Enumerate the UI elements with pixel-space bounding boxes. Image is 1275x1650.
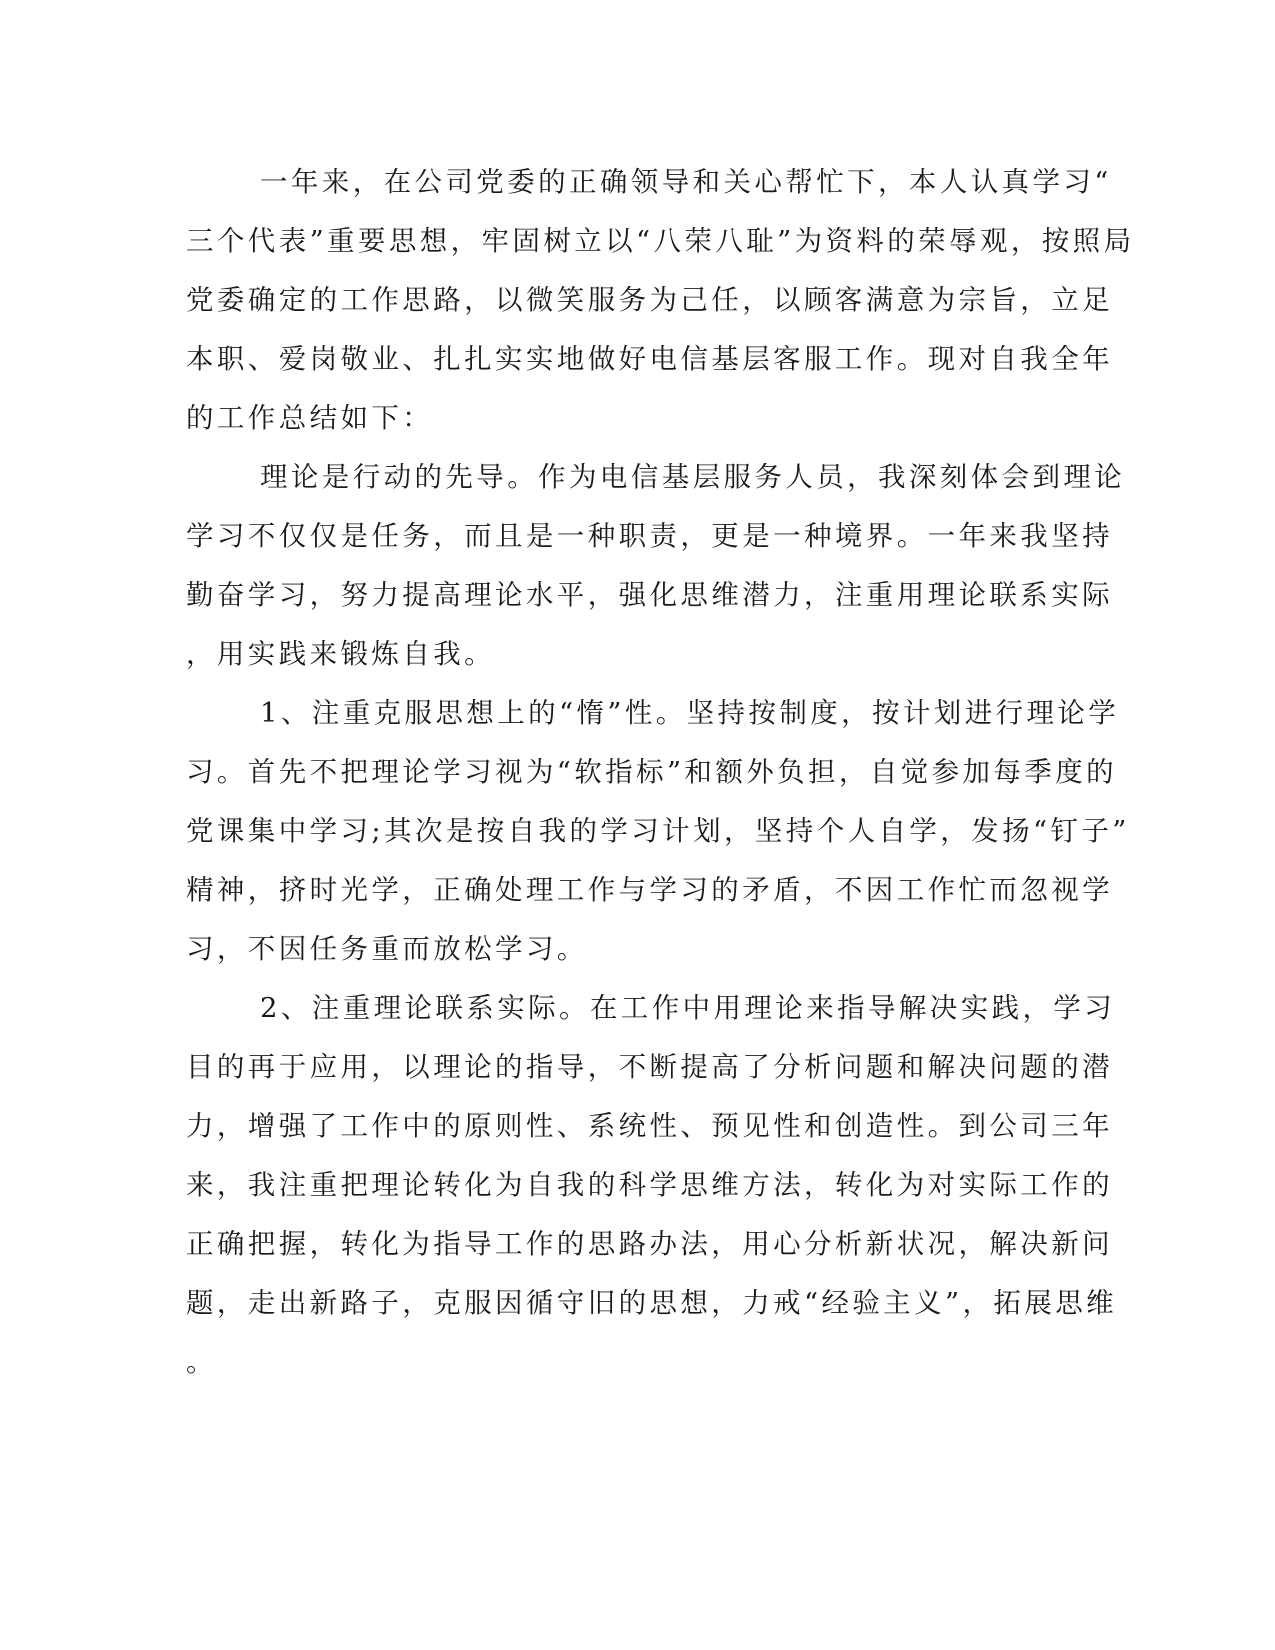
paragraph-3-line-1: 1、注重克服思想上的“惰”性。坚持按制度，按计划进行理论学 bbox=[260, 697, 1120, 729]
paragraph-2-line-1: 理论是行动的先导。作为电信基层服务人员，我深刻体会到理论 bbox=[260, 461, 1126, 493]
paragraph-4-line-5: 正确把握，转化为指导工作的思路办法，用心分析新状况，解决新问 bbox=[186, 1228, 1113, 1260]
paragraph-2-line-4: ，用实践来锻炼自我。 bbox=[186, 638, 495, 670]
paragraph-2-line-2: 学习不仅仅是任务，而且是一种职责，更是一种境界。一年来我坚持 bbox=[186, 520, 1113, 552]
paragraph-3-line-3: 党课集中学习;其次是按自我的学习计划，坚持个人自学，发扬“钉子” bbox=[186, 815, 1130, 847]
paragraph-4-line-2: 目的再于应用，以理论的指导，不断提高了分析问题和解决问题的潜 bbox=[186, 1051, 1113, 1083]
paragraph-1-line-3: 党委确定的工作思路，以微笑服务为己任，以顾客满意为宗旨，立足 bbox=[186, 284, 1113, 316]
paragraph-4-line-4: 来，我注重把理论转化为自我的科学思维方法，转化为对实际工作的 bbox=[186, 1169, 1113, 1201]
paragraph-1-line-4: 本职、爱岗敬业、扎扎实实地做好电信基层客服工作。现对自我全年 bbox=[186, 343, 1113, 375]
paragraph-1-line-2: 三个代表”重要思想，牢固树立以“八荣八耻”为资料的荣辱观，按照局 bbox=[186, 225, 1135, 257]
paragraph-1-line-1: 一年来，在公司党委的正确领导和关心帮忙下，本人认真学习“ bbox=[260, 166, 1112, 198]
paragraph-3-line-2: 习。首先不把理论学习视为“软指标”和额外负担，自觉参加每季度的 bbox=[186, 756, 1118, 788]
paragraph-4-line-7: 。 bbox=[186, 1346, 217, 1378]
paragraph-4-line-3: 力，增强了工作中的原则性、系统性、预见性和创造性。到公司三年 bbox=[186, 1110, 1113, 1142]
paragraph-3-line-4: 精神，挤时光学，正确处理工作与学习的矛盾，不因工作忙而忽视学 bbox=[186, 874, 1113, 906]
paragraph-2-line-3: 勤奋学习，努力提高理论水平，强化思维潜力，注重用理论联系实际 bbox=[186, 579, 1113, 611]
paragraph-4-line-1: 2、注重理论联系实际。在工作中用理论来指导解决实践，学习 bbox=[260, 992, 1116, 1024]
paragraph-4-line-6: 题，走出新路子，克服因循守旧的思想，力戒“经验主义”，拓展思维 bbox=[186, 1287, 1118, 1319]
paragraph-3-line-5: 习，不因任务重而放松学习。 bbox=[186, 933, 588, 965]
paragraph-1-line-5: 的工作总结如下： bbox=[186, 402, 434, 434]
